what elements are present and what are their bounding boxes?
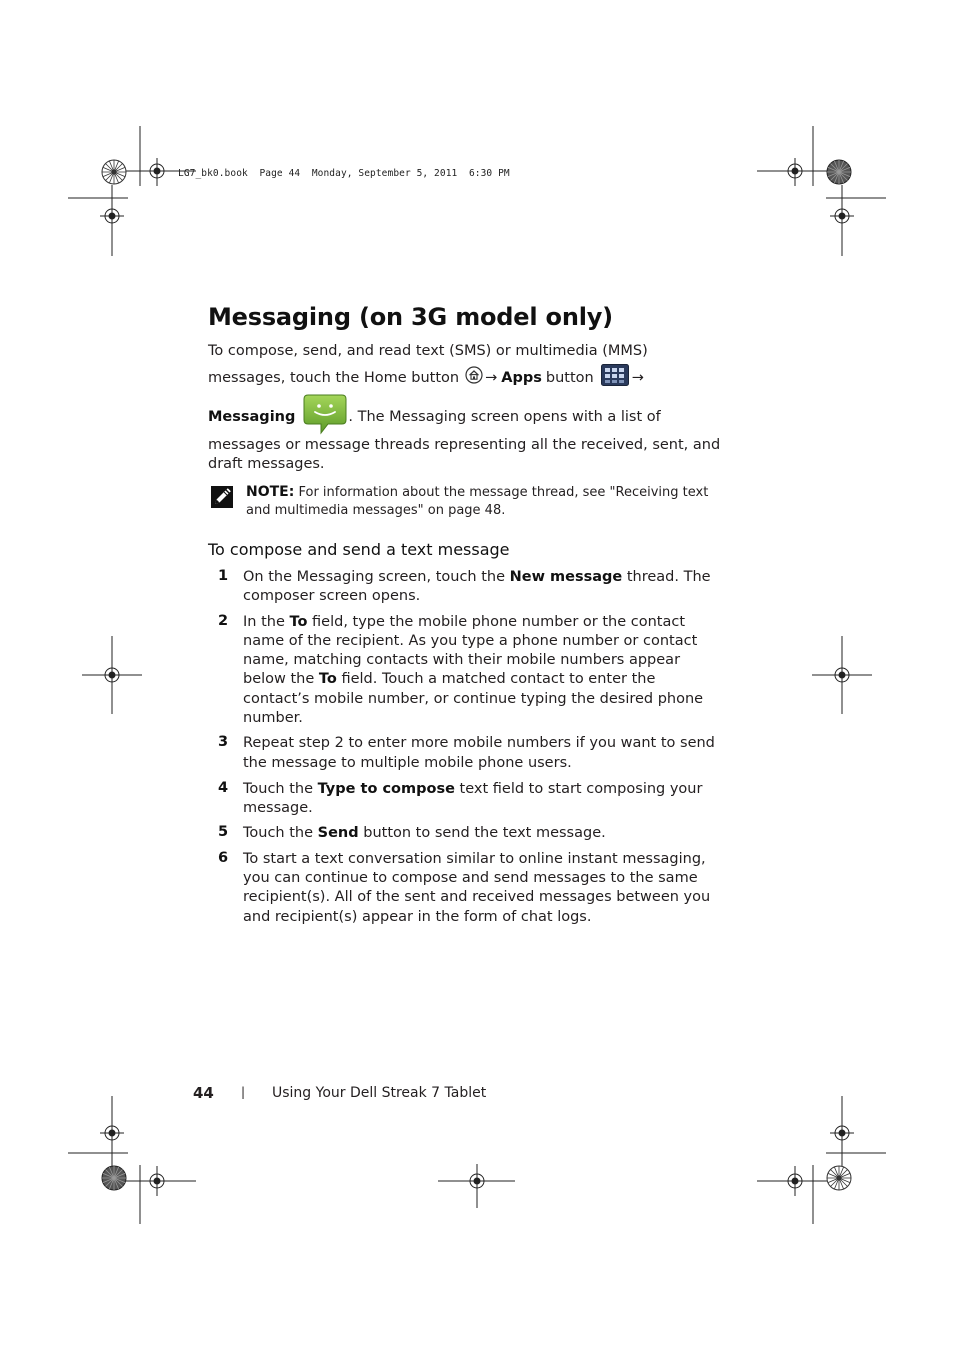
arrow-1: → (485, 369, 498, 386)
step-1-line-1: On the Messaging screen, touch the New message thread. The (243, 569, 711, 585)
intro-line-2 (208, 364, 644, 393)
step-6-line-3: recipient(s). All of the sent and received messages between you (243, 889, 711, 905)
step-2-line-6: number. (243, 710, 303, 726)
page-number: 44 (193, 1084, 214, 1102)
note-text-1: For information about the message thread, see "Receiving text (298, 485, 709, 500)
step-5-line-1: Touch the Send button to send the text message. (243, 825, 606, 841)
note-line-1 (246, 483, 708, 502)
step-6-line-2: you can continue to compose and send messages to the same (243, 870, 698, 886)
step-number: 4 (218, 780, 229, 796)
note-line-2: and multimedia messages" on page 48. (246, 503, 506, 518)
intro-line-4: messages or message threads representing all the received, sent, and (208, 437, 721, 453)
step-4-line-2: message. (243, 800, 313, 816)
button-word: button (545, 369, 594, 386)
page-title: Messaging (on 3G model only) (208, 303, 613, 331)
step-2-line-1: In the To field, type the mobile phone number or the contact (243, 614, 686, 630)
apps-grid-icon (601, 364, 629, 393)
step-6-line-4: and recipient(s) appear in the form of chat logs. (243, 909, 592, 925)
note-pencil-icon (211, 486, 233, 512)
section-subheading: To compose and send a text message (208, 540, 510, 559)
step-number: 5 (218, 824, 229, 840)
printer-slug-line: LG7_bk0.book Page 44 Monday, September 5, 2011 6:30 PM (178, 168, 510, 179)
step-number: 1 (218, 568, 229, 584)
home-button-icon (465, 366, 483, 391)
note-label: NOTE: (246, 484, 295, 500)
step-2-line-2: name of the recipient. As you type a phone number or contact (243, 633, 698, 649)
footer-section-title: Using Your Dell Streak 7 Tablet (272, 1085, 487, 1101)
messaging-app-icon (302, 393, 348, 442)
step-6-line-1: To start a text conversation similar to online instant messaging, (243, 851, 706, 867)
step-1-line-2: composer screen opens. (243, 588, 421, 604)
step-4-line-1: Touch the Type to compose text field to start composing your (243, 781, 703, 797)
step-2-line-3: name, matching contacts with their mobile numbers appear (243, 652, 681, 668)
step-number: 6 (218, 850, 229, 866)
step-number: 3 (218, 734, 229, 750)
step-2-line-5: contact’s mobile number, or continue typing the desired phone (243, 691, 704, 707)
intro-line-2-text: messages, touch the Home button (208, 369, 460, 386)
step-2-line-4: below the To field. Touch a matched contact to enter the (243, 671, 656, 687)
step-number: 2 (218, 613, 229, 629)
footer-separator: | (241, 1085, 246, 1099)
step-3-line-2: the message to multiple mobile phone users. (243, 755, 572, 771)
arrow-2: → (631, 369, 644, 386)
apps-label: Apps (501, 369, 542, 386)
intro-line-5: draft messages. (208, 456, 325, 472)
intro-line-3 (208, 393, 661, 442)
intro-line-1: To compose, send, and read text (SMS) or multimedia (MMS) (208, 343, 648, 359)
messaging-label: Messaging (208, 408, 296, 425)
step-3-line-1: Repeat step 2 to enter more mobile numbers if you want to send (243, 735, 715, 751)
intro-line-3-text: . The Messaging screen opens with a list of (348, 408, 661, 425)
